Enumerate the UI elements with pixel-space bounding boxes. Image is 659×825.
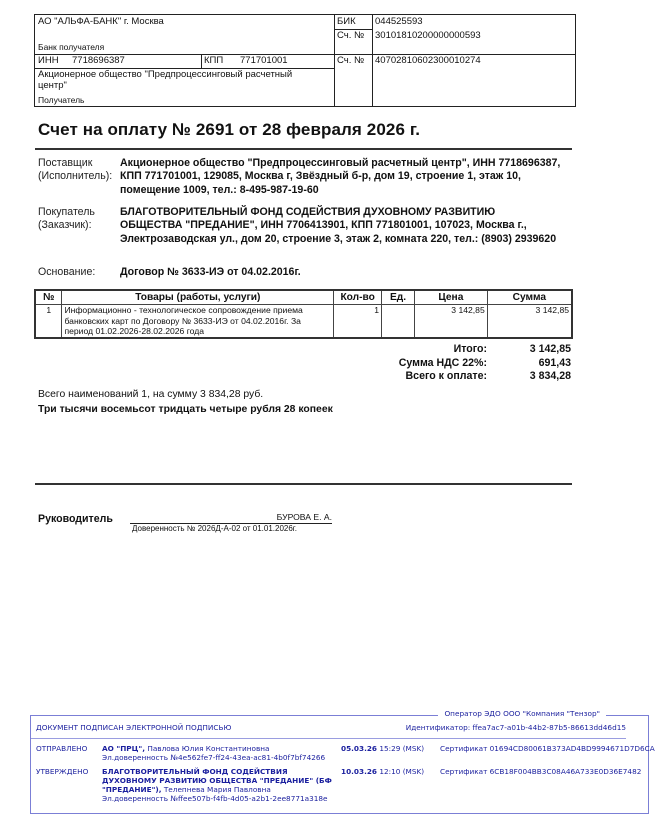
basis-value: Договор № 3633-ИЭ от 04.02.2016г. [120, 266, 301, 278]
col-header-qty: Кол-во [334, 290, 382, 305]
corr-account-label: Сч. № [337, 30, 365, 41]
col-header-no: № [35, 290, 62, 305]
sent-org: АО "ПРЦ", [102, 744, 145, 753]
approved-org-line2: ДУХОВНОМУ РАЗВИТИЮ ОБЩЕСТВА "ПРЕДАНИЕ" (БФ [102, 776, 332, 785]
bik-label: БИК [337, 16, 356, 27]
title-rule [35, 148, 572, 150]
amount-in-words: Три тысячи восемьсот тридцать четыре рубля 28 копеек [38, 404, 333, 415]
subtotal-label: Итого: [453, 343, 487, 355]
cell-goods-name: Информационно - технологическое сопровождение приема банковских карт по Договору № 3633-ИЭ от 04.02.2016г. За период 01.02.2026-28.02.2026 года [62, 305, 334, 338]
inn-value: 7718696387 [72, 55, 125, 66]
cell-sum: 3 142,85 [487, 305, 572, 338]
edo-signature-stamp [30, 709, 655, 814]
edo-operator: Оператор ЭДО ООО "Компания "Тензор" [438, 709, 606, 718]
invoice-title: Счет на оплату № 2691 от 28 февраля 2026 г. [38, 120, 421, 139]
supplier-label-line1: Поставщик [38, 157, 93, 169]
approved-org-line3: "ПРЕДАНИЕ"), [102, 785, 162, 794]
buyer-label-line2: (Заказчик): [38, 219, 92, 232]
kpp-value: 771701001 [240, 55, 288, 66]
approved-time: 12:10 (MSK) [379, 767, 425, 776]
buyer-label [38, 206, 120, 233]
supplier-value: Акционерное общество "Предпроцессинговый расчетный центр", ИНН 7718696387, КПП 771701001, 129085, Москва г, Звёздный б-р, дом 19, строение 1, этаж 10, помещение 1009, тел.: 8-495-987-19-60 [120, 157, 561, 196]
sent-certificate: Сертификат 01694CD80061B373AD4BD9994671D7D6CA [440, 744, 655, 753]
sent-date: 05.03.26 [341, 744, 378, 753]
signature-rule [35, 483, 572, 485]
total-label: Всего к оплате: [405, 370, 487, 382]
totals-labels [399, 343, 487, 384]
buyer-block [38, 206, 583, 262]
bik-value: 044525593 [375, 16, 423, 27]
account-value: 40702810602300010274 [375, 55, 481, 66]
basis-label: Основание: [38, 266, 96, 278]
approved-datetime [341, 767, 424, 777]
table-row [35, 305, 572, 338]
signatory-name: БУРОВА Е. А. [130, 512, 332, 524]
cell-price: 3 142,85 [415, 305, 488, 338]
supplier-label-line2: (Исполнитель): [38, 170, 113, 183]
vat-label: Сумма НДС 22%: [398, 356, 487, 369]
buyer-value: БЛАГОТВОРИТЕЛЬНЫЙ ФОНД СОДЕЙСТВИЯ ДУХОВНОМУ РАЗВИТИЮ ОБЩЕСТВА "ПРЕДАНИЕ", ИНН 7706413901, КПП 771801001, 107023, Москва г., Электрозаводская ул., дом 20, строение 3, этаж 2, комната 220, тел.: (8903) 2939620 [120, 206, 557, 245]
power-of-attorney: Доверенность № 2026Д-А-02 от 01.01.2026г. [132, 524, 297, 533]
recipient-name: Акционерное общество "Предпроцессинговый расчетный центр" [38, 69, 293, 91]
goods-table [34, 289, 573, 339]
corr-account-value: 30101810200000000593 [375, 30, 481, 41]
basis-block [38, 266, 583, 280]
table-header-row [35, 290, 572, 305]
col-header-price: Цена [415, 290, 488, 305]
stamp-divider [31, 738, 626, 739]
supplier-label [38, 157, 120, 184]
sent-time: 15:29 (MSK) [379, 744, 425, 753]
kpp-label: КПП [204, 55, 224, 66]
buyer-label-line1: Покупатель [38, 206, 95, 218]
cell-no: 1 [35, 305, 62, 338]
cell-qty: 1 [334, 305, 382, 338]
sent-status: ОТПРАВЛЕНО [36, 744, 88, 753]
approved-date: 10.03.26 [341, 767, 378, 776]
sent-person: Павлова Юлия Константиновна [147, 744, 270, 753]
total-value: 3 834,28 [529, 370, 571, 382]
recipient-caption: Получатель [38, 95, 85, 105]
col-header-sum: Сумма [487, 290, 572, 305]
signature-label: Руководитель [38, 513, 113, 525]
approved-person: Телепнева Мария Павловна [163, 785, 271, 794]
approved-certificate: Сертификат 6CB18F004BB3C08A46A733E0D36E7482 [440, 767, 642, 776]
vat-value: 691,43 [538, 356, 571, 369]
approved-poa: Эл.доверенность №ffee507b-f4fb-4d05-a2b1-2ee8771a318e [102, 794, 328, 803]
sent-poa: Эл.доверенность №4e562fe7-ff24-43ea-ac81-4b0f7bf74266 [102, 753, 326, 762]
stamp-header: ДОКУМЕНТ ПОДПИСАН ЭЛЕКТРОННОЙ ПОДПИСЬЮ [36, 723, 232, 732]
stamp-identifier: Идентификатор: ffea7ac7-a01b-44b2-87b5-86613dd46d15 [405, 723, 626, 732]
cell-unit [382, 305, 415, 338]
subtotal-value: 3 142,85 [529, 343, 571, 355]
approved-org-line1: БЛАГОТВОРИТЕЛЬНЫЙ ФОНД СОДЕЙСТВИЯ [102, 767, 288, 776]
totals-values [530, 343, 571, 384]
sent-datetime [341, 744, 424, 754]
bank-details-table [34, 14, 576, 107]
col-header-goods: Товары (работы, услуги) [62, 290, 334, 305]
supplier-block [38, 157, 583, 199]
inn-label: ИНН [38, 55, 59, 66]
items-count-line: Всего наименований 1, на сумму 3 834,28 руб. [38, 389, 264, 400]
bank-name: АО "АЛЬФА-БАНК" г. Москва [38, 16, 164, 27]
col-header-unit: Ед. [382, 290, 415, 305]
bank-caption: Банк получателя [38, 42, 105, 52]
approved-status: УТВЕРЖДЕНО [36, 767, 89, 776]
account-label: Сч. № [337, 55, 365, 66]
